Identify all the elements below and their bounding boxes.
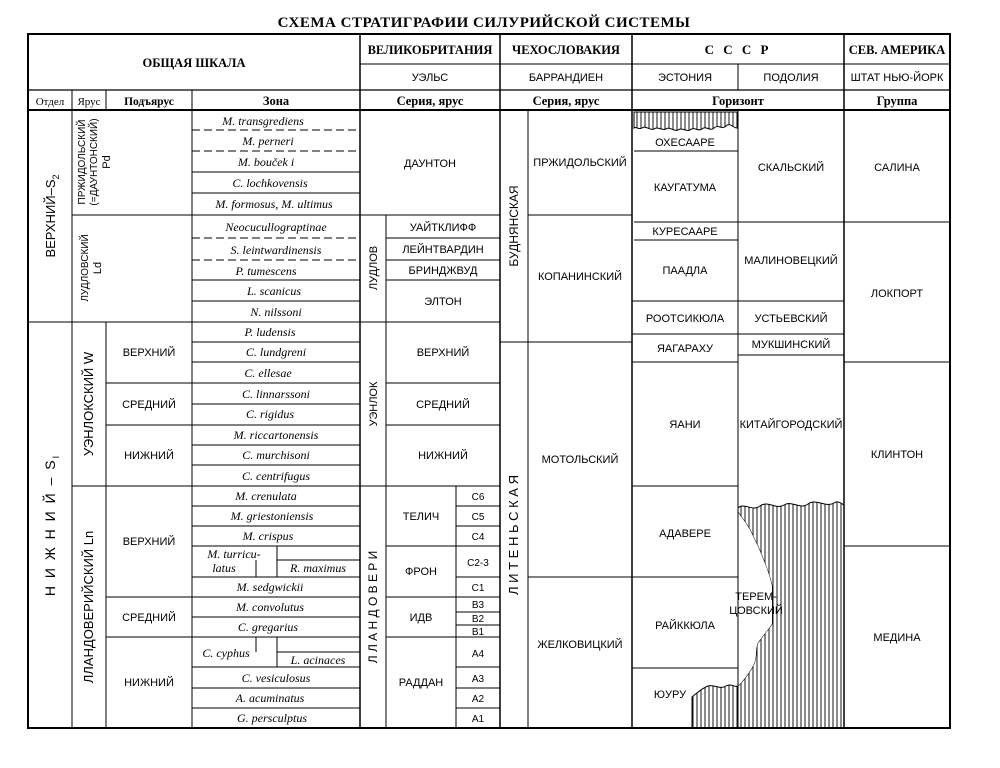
ee-ohesaare: ОХЕСААРЕ: [655, 137, 715, 149]
gb-fronian: ФРОН: [405, 566, 437, 578]
zone-cell: C. rigidus: [245, 407, 295, 421]
zone-cell: C. linnarssoni: [241, 387, 311, 401]
zone-cell: C. lundgreni: [245, 345, 307, 359]
pd-ustye: УСТЬЕВСКИЙ: [754, 313, 828, 325]
zone-turriculatus-2: latus: [212, 561, 236, 575]
zone-cell: M. crispus: [242, 529, 294, 543]
gb-rhuddanian: РАДДАН: [398, 677, 444, 689]
zone-cell: M. sedgwickii: [236, 580, 304, 594]
cz-pridoli: ПРЖИДОЛЬСКИЙ: [533, 157, 627, 169]
gb-elton: ЭЛТОН: [424, 296, 462, 308]
header-north-america: СЕВ. АМЕРИКА: [848, 43, 946, 57]
zone-turriculatus-1: M. turricu-: [207, 547, 261, 561]
zone-cell: A. acuminatus: [235, 691, 305, 705]
header-seriya-gb: Серия, ярус: [396, 94, 464, 108]
pd-teremtsy-1: ТЕРЕМ-: [735, 591, 777, 603]
header-wales: УЭЛЬС: [411, 72, 449, 84]
otdel-lower: Н И Ж Н И Й – $S_I$: [42, 453, 61, 597]
gb-leintwardine: ЛЕЙНТВАРДИН: [402, 244, 484, 256]
pd-kitaigorod: КИТАЙГОРОДСКИЙ: [739, 419, 843, 431]
us-salina: САЛИНА: [874, 162, 920, 174]
cz-liten: Л И Т Е Н Ь С К А Я: [506, 475, 521, 595]
yarus-pridoli-3: Pd: [101, 155, 113, 169]
cz-motol: МОТОЛЬСКИЙ: [541, 454, 619, 466]
header-estonia: ЭСТОНИЯ: [657, 72, 713, 84]
gb-w-middle: СРЕДНИЙ: [416, 399, 470, 411]
gb-sub-a3: A3: [471, 674, 485, 685]
estonia-bottom-gap: [692, 685, 738, 728]
zone-cell: C. murchisoni: [242, 448, 310, 462]
zone-cell: P. ludensis: [244, 325, 296, 339]
pd-malinovtsy: МАЛИНОВЕЦКИЙ: [744, 255, 838, 267]
ee-rootsikula: РООТСИКЮЛА: [645, 313, 725, 325]
ee-juuru: ЮУРУ: [653, 689, 687, 701]
header-czechoslovakia: ЧЕХОСЛОВАКИЯ: [512, 43, 620, 57]
gb-sub-c6: C6: [471, 492, 485, 503]
yarus-pridoli-1: ПРЖИДОЛЬСКИЙ: [77, 119, 88, 205]
zone-cell: M. riccartonensis: [233, 428, 319, 442]
header-general-scale: ОБЩАЯ ШКАЛА: [142, 56, 246, 70]
podyarus-ln-middle: СРЕДНИЙ: [122, 612, 176, 624]
estonia-top-gap: [634, 112, 737, 130]
header-gorizont: Горизонт: [712, 94, 764, 108]
us-lockport: ЛОКПОРТ: [870, 288, 924, 300]
pd-muksha: МУКШИНСКИЙ: [751, 339, 831, 351]
pd-teremtsy-2: ЦОВСКИЙ: [729, 605, 783, 617]
zone-cell: G. persculptus: [237, 711, 307, 725]
podyarus-w-upper: ВЕРХНИЙ: [122, 347, 176, 359]
zone-cell: C. centrifugus: [242, 469, 310, 483]
gb-w-lower: НИЖНИЙ: [418, 450, 468, 462]
header-great-britain: ВЕЛИКОБРИТАНИЯ: [367, 43, 493, 57]
zone-cell: L. scanicus: [247, 284, 301, 298]
otdel-upper: ВЕРХНИЙ–$S_2$: [43, 174, 61, 258]
britain-column: [366, 158, 489, 725]
zone-cell: M. griestoniensis: [230, 509, 314, 523]
ee-paadla: ПААДЛА: [662, 265, 708, 277]
gb-sub-c23: C2-3: [467, 558, 489, 569]
header-yarus: Ярус: [77, 96, 101, 108]
ee-jaani: ЯАНИ: [669, 419, 701, 431]
gb-sub-a2: A2: [471, 694, 485, 705]
podyarus-w-middle: СРЕДНИЙ: [122, 399, 176, 411]
podyarus-w-lower: НИЖНИЙ: [124, 450, 174, 462]
zone-cell: M. perneri: [242, 134, 294, 148]
gb-sub-b3: B3: [471, 600, 485, 611]
yarus-pridoli-2: (=ДАУНТОНСКИЙ): [89, 118, 100, 206]
yarus-wenlock: УЭНЛОКСКИЙ W: [81, 351, 96, 457]
pd-skala: СКАЛЬСКИЙ: [757, 162, 825, 174]
zone-cell: M. formosus, M. ultimus: [215, 197, 333, 211]
zone-column: [202, 114, 346, 725]
zone-cyphus: C. cyphus: [202, 646, 250, 660]
zone-cell: Neocucullograptinae: [225, 220, 327, 234]
header-podyarus: Подъярус: [124, 96, 174, 108]
gb-sub-a4: A4: [471, 649, 485, 660]
ee-adavere: АДАВЕРЕ: [659, 528, 711, 540]
gb-whitcliffe: УАЙТКЛИФФ: [409, 222, 477, 234]
zone-cell: M. bouček i: [237, 155, 295, 169]
us-medina: МЕДИНА: [873, 632, 921, 644]
yarus-ludlow-1: ЛУДЛОВСКИЙ: [80, 234, 91, 302]
cz-kopanina: КОПАНИНСКИЙ: [537, 271, 623, 283]
header-otdel: Отдел: [35, 96, 65, 108]
gb-sub-b2: B2: [471, 614, 485, 625]
zone-cell: N. nilssoni: [250, 305, 302, 319]
podyarus-ln-lower: НИЖНИЙ: [124, 677, 174, 689]
us-clinton: КЛИНТОН: [870, 449, 924, 461]
gb-sub-c5: C5: [471, 512, 485, 523]
zone-acinaces: L. acinaces: [290, 653, 346, 667]
header-gruppa: Группа: [876, 94, 918, 108]
gb-idwian: ИДВ: [409, 612, 433, 624]
zone-cell: P. tumescens: [235, 264, 297, 278]
header-barrandien: БАРРАНДИЕН: [528, 72, 604, 84]
header-podolia: ПОДОЛИЯ: [763, 72, 819, 84]
zone-cell: M. convolutus: [236, 600, 304, 614]
ee-kuressaare: КУРЕСААРЕ: [652, 226, 718, 238]
zone-cell: C. vesiculosus: [241, 671, 311, 685]
zone-cell: M. crenulata: [235, 489, 297, 503]
zone-cell: C. lochkovensis: [232, 176, 308, 190]
header-ussr: С С С Р: [704, 42, 772, 57]
yarus-column: [75, 118, 113, 683]
gb-sub-c1: C1: [471, 583, 485, 594]
ee-jaagarahu: ЯАГАРАХУ: [656, 343, 714, 355]
zone-cell: S. leintwardinensis: [230, 243, 322, 257]
header-seriya-cz: Серия, ярус: [532, 94, 600, 108]
ee-raikkula: РАЙККЮЛА: [655, 620, 715, 632]
zone-cell: C. gregarius: [237, 620, 299, 634]
gb-sub-b1: B1: [471, 627, 485, 638]
cz-budnany: БУДНЯНСКАЯ: [507, 185, 521, 267]
gb-bringewood: БРИНДЖВУД: [408, 265, 478, 277]
yarus-llandovery: ЛЛАНДОВЕРИЙСКИЙ Ln: [81, 530, 96, 684]
otdel-column: [41, 174, 61, 596]
gb-w-upper: ВЕРХНИЙ: [416, 347, 470, 359]
podyarus-ln-upper: ВЕРХНИЙ: [122, 536, 176, 548]
cz-zelkovice: ЖЕЛКОВИЦКИЙ: [537, 639, 623, 651]
zone-maximus: R. maximus: [290, 561, 346, 575]
zone-cell: M. transgrediens: [222, 114, 304, 128]
ee-kaugatuma: КАУГАТУМА: [653, 182, 717, 194]
gb-ludlow-series: ЛУДЛОВ: [368, 245, 380, 291]
header-text: [36, 42, 946, 108]
header-zona: Зона: [262, 94, 290, 108]
gb-sub-c4: C4: [471, 532, 485, 543]
header-new-york: ШТАТ НЬЮ-ЙОРК: [850, 72, 944, 84]
table-title: СХЕМА СТРАТИГРАФИИ СИЛУРИЙСКОЙ СИСТЕМЫ: [277, 15, 691, 31]
gb-wenlock-series: УЭНЛОК: [368, 381, 380, 427]
gb-downton: ДАУНТОН: [404, 158, 456, 170]
gb-telych: ТЕЛИЧ: [402, 511, 440, 523]
podyarus-column: [122, 346, 176, 689]
america-column: [871, 162, 923, 644]
yarus-ludlow-2: Ld: [92, 261, 104, 275]
zone-cell: C. ellesae: [244, 366, 292, 380]
gb-sub-a1: A1: [471, 714, 485, 725]
gb-llandovery-series: Л Л А Н Д О В Е Р И: [366, 550, 380, 664]
